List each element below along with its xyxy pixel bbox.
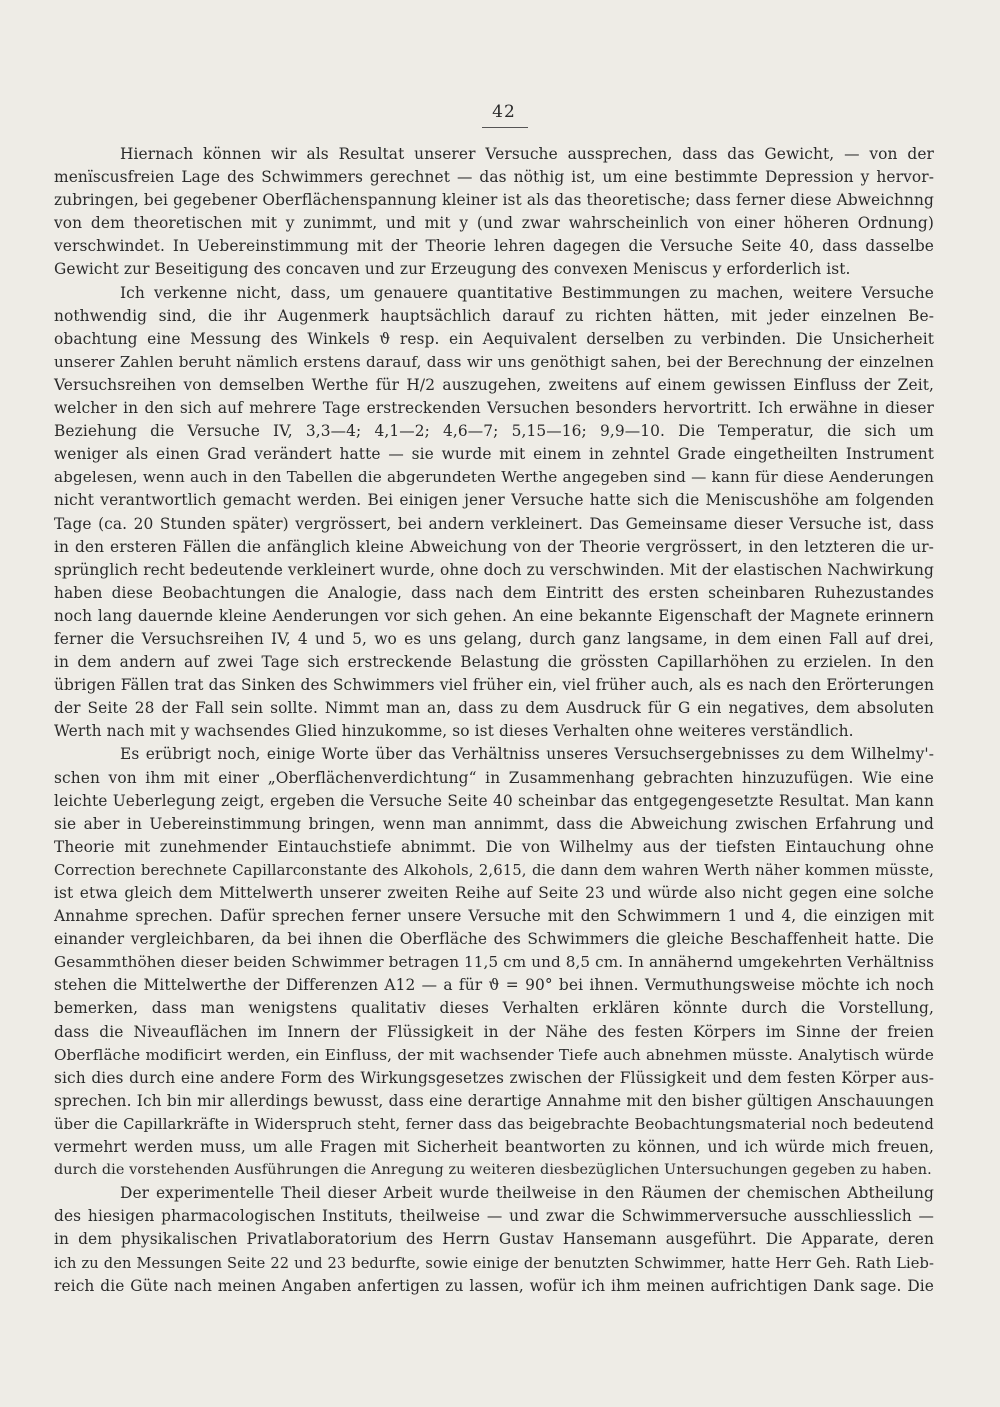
text-line: bemerken, dass man wenigstens qualitativ dieses Verhalten erklären könnte durch die Vorstellung, — [54, 999, 934, 1018]
text-line: Ich verkenne nicht, dass, um genauere quantitative Bestimmungen zu machen, weitere Versuche — [120, 283, 934, 302]
text-line: in den ersteren Fällen die anfänglich kleine Abweichung von der Theorie vergrössert, in den letzteren die ur- — [54, 537, 934, 556]
text-line: über die Capillarkräfte in Widerspruch steht, ferner dass das beigebrachte Beobachtungsmaterial noch bedeutend — [54, 1115, 934, 1133]
text-line: Versuchsreihen von demselben Werthe für H/2 auszugehen, zweitens auf einem gewissen Einfluss der Zeit, — [54, 375, 934, 394]
text-line: zubringen, bei gegebener Oberflächenspannung kleiner ist als das theoretische; dass ferner diese Abweichnng — [54, 191, 934, 210]
text-line: haben diese Beobachtungen die Analogie, dass nach dem Eintritt des ersten scheinbaren Ruhezustandes — [54, 583, 934, 602]
body-text — [54, 143, 934, 1298]
text-line: Correction berechnete Capillarconstante des Alkohols, 2,615, die dann dem wahren Werth näher kommen müsste, — [54, 861, 934, 879]
text-line: obachtung eine Messung des Winkels ϑ resp. ein Aequivalent derselben zu verbinden. Die Unsicherheit — [54, 329, 934, 348]
text-line: weniger als einen Grad verändert hatte — sie wurde mit einem in zehntel Grade eingetheilten Instrument — [54, 445, 934, 464]
text-line: Hiernach können wir als Resultat unserer Versuche aussprechen, dass das Gewicht, — von der — [120, 145, 934, 163]
page-number-rule — [482, 127, 528, 128]
text-line: reich die Güte nach meinen Angaben anfertigen zu lassen, wofür ich ihm meinen aufrichtigen Dank sage. Die — [54, 1276, 934, 1295]
text-line: durch die vorstehenden Ausführungen die Anregung zu weiteren diesbezüglichen Untersuchungen gegeben zu haben. — [54, 1162, 932, 1179]
text-line: in dem physikalischen Privatlaboratorium des Herrn Gustav Hansemann ausgeführt. Die Apparate, deren — [54, 1230, 934, 1249]
text-line: stehen die Mittelwerthe der Differenzen A12 — a für ϑ = 90° bei ihnen. Vermuthungsweise möchte ich noch — [54, 976, 934, 995]
text-line: menïscusfreien Lage des Schwimmers gerechnet — das nöthig ist, um eine bestimmte Depression y hervor- — [54, 168, 934, 187]
text-line: Beziehung die Versuche IV, 3,3—4; 4,1—2; 4,6—7; 5,15—16; 9,9—10. Die Temperatur, die sich um — [54, 422, 934, 441]
text-line: in dem andern auf zwei Tage sich erstreckende Belastung die grössten Capillarhöhen zu erzielen. In den — [54, 653, 934, 672]
text-line: Werth nach mit y wachsendes Glied hinzukomme, so ist dieses Verhalten ohne weiteres verständlich. — [54, 722, 854, 741]
text-line: welcher in den sich auf mehrere Tage erstreckenden Versuchen besonders hervortritt. Ich erwähne in dieser — [54, 399, 934, 418]
text-line: ist etwa gleich dem Mittelwerth unserer zweiten Reihe auf Seite 23 und würde also nicht gegen eine solche — [54, 884, 934, 902]
text-line: von dem theoretischen mit y zunimmt, und mit y (und zwar wahrscheinlich von einer höheren Ordnung) — [54, 214, 934, 233]
text-line: dass die Niveauflächen im Innern der Flüssigkeit in der Nähe des festen Körpers im Sinne der freien — [54, 1022, 934, 1041]
text-line: unserer Zahlen beruht nämlich erstens darauf, dass wir uns genöthigt sahen, bei der Berechnung der einzelnen — [54, 352, 934, 371]
text-line: Gesammthöhen dieser beiden Schwimmer betragen 11,5 cm und 8,5 cm. In annähernd umgekehrten Verhältniss — [54, 953, 934, 972]
text-line: einander vergleichbaren, da bei ihnen die Oberfläche des Schwimmers die gleiche Beschaffenheit hatte. Die — [54, 930, 934, 949]
text-line: Oberfläche modificirt werden, ein Einfluss, der mit wachsender Tiefe auch abnehmen müsste. Analytisch würde — [54, 1045, 934, 1064]
document-page — [54, 0, 934, 1407]
text-line: übrigen Fällen trat das Sinken des Schwimmers viel früher ein, viel früher auch, als es nach den Erörterungen — [54, 676, 934, 695]
text-line: sie aber in Uebereinstimmung bringen, wenn man annimmt, dass die Abweichung zwischen Erfahrung und — [54, 814, 934, 833]
text-line: der Seite 28 der Fall sein sollte. Nimmt man an, dass zu dem Ausdruck für G ein negatives, dem absoluten — [54, 699, 934, 718]
page-number: 42 — [492, 102, 516, 122]
text-line: Es erübrigt noch, einige Worte über das Verhältniss unseres Versuchsergebnisses zu dem Wilhelmy'- — [120, 745, 934, 764]
text-line: schen von ihm mit einer „Oberflächenverdichtung“ in Zusammenhang gebrachten hinzuzufügen. Wie eine — [54, 768, 934, 787]
text-line: Der experimentelle Theil dieser Arbeit wurde theilweise in den Räumen der chemischen Abtheilung — [120, 1184, 934, 1203]
text-line: nicht verantwortlich gemacht werden. Bei einigen jener Versuche hatte sich die Meniscushöhe am folgenden — [54, 491, 934, 510]
text-line: abgelesen, wenn auch in den Tabellen die abgerundeten Werthe angegeben sind — kann für diese Aenderungen — [54, 468, 934, 487]
text-line: noch lang dauernde kleine Aenderungen vor sich gehen. An eine bekannte Eigenschaft der Magnete erinnern — [54, 606, 934, 625]
text-line: Tage (ca. 20 Stunden später) vergrössert, bei andern verkleinert. Das Gemeinsame dieser Versuche ist, dass — [54, 514, 934, 533]
text-line: sprünglich recht bedeutende verkleinert wurde, ohne doch zu verschwinden. Mit der elastischen Nachwirkung — [54, 560, 934, 579]
text-line: ferner die Versuchsreihen IV, 4 und 5, wo es uns gelang, durch ganz langsame, in dem einen Fall auf drei, — [54, 629, 934, 648]
text-line: nothwendig sind, die ihr Augenmerk hauptsächlich darauf zu richten hätten, mit jeder einzelnen Be- — [54, 306, 934, 325]
text-line: sprechen. Ich bin mir allerdings bewusst, dass eine derartige Annahme mit den bisher gültigen Anschauungen — [54, 1091, 934, 1110]
text-line: ich zu den Messungen Seite 22 und 23 bedurfte, sowie einige der benutzten Schwimmer, hatte Herr Geh. Rath Lieb- — [54, 1254, 934, 1272]
text-line: des hiesigen pharmacologischen Instituts, theilweise — und zwar die Schwimmerversuche ausschliesslich — — [54, 1207, 934, 1226]
text-line: Annahme sprechen. Dafür sprechen ferner unsere Versuche mit den Schwimmern 1 und 4, die einzigen mit — [54, 907, 934, 926]
text-line: vermehrt werden muss, um alle Fragen mit Sicherheit beantworten zu können, und ich würde mich freuen, — [54, 1138, 934, 1157]
text-line: Gewicht zur Beseitigung des concaven und zur Erzeugung des convexen Meniscus y erforderlich ist. — [54, 260, 851, 279]
text-line: verschwindet. In Uebereinstimmung mit der Theorie lehren dagegen die Versuche Seite 40, dass dasselbe — [54, 237, 934, 256]
text-line: leichte Ueberlegung zeigt, ergeben die Versuche Seite 40 scheinbar das entgegengesetzte Resultat. Man kann — [54, 791, 934, 810]
text-line: sich dies durch eine andere Form des Wirkungsgesetzes zwischen der Flüssigkeit und dem festen Körper aus- — [54, 1068, 934, 1087]
text-line: Theorie mit zunehmender Eintauchstiefe abnimmt. Die von Wilhelmy aus der tiefsten Eintauchung ohne — [54, 837, 934, 856]
